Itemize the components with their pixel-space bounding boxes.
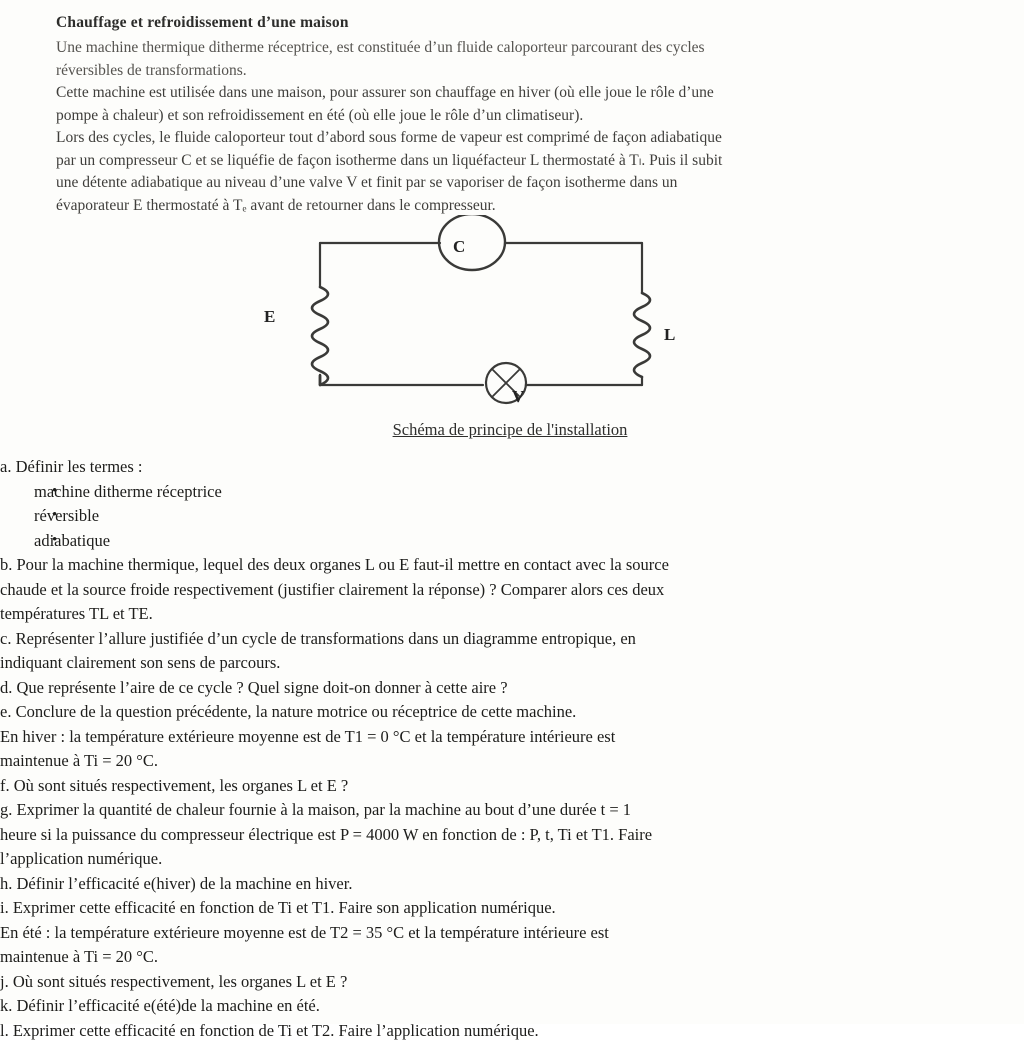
question-a: a. Définir les termes : — [0, 455, 1024, 480]
intro-line-4: pompe à chaleur) et son refroidissement en été (où elle joue le rôle d’un climatiseur). — [56, 105, 936, 127]
definition-item-1 — [0, 480, 1024, 505]
question-j: j. Où sont situés respectivement, les organes L et E ? — [0, 970, 1024, 995]
intro-block — [56, 14, 936, 217]
question-c-line-1: c. Représenter l’allure justifiée d’un cycle de transformations dans un diagramme entropique, en — [0, 627, 1024, 652]
question-c-line-2: indiquant clairement son sens de parcours. — [0, 651, 1024, 676]
question-b-line-2: chaude et la source froide respectivement (justifier clairement la réponse) ? Comparer alors ces deux — [0, 578, 1024, 603]
question-e: e. Conclure de la question précédente, la nature motrice ou réceptrice de cette machine. — [0, 700, 1024, 725]
definition-item-1-label: machine ditherme réceptrice — [0, 480, 222, 505]
intro-line-3: Cette machine est utilisée dans une maison, pour assurer son chauffage en hiver (où elle joue le rôle d’une — [56, 82, 936, 104]
question-g-line-2: heure si la puissance du compresseur électrique est P = 4000 W en fonction de : P, t, Ti et T1. Faire — [0, 823, 1024, 848]
evaporator-coil — [312, 287, 328, 385]
compressor-symbol — [439, 215, 505, 270]
schematic-svg — [250, 215, 770, 445]
intro-line-6: par un compresseur C et se liquéfie de façon isotherme dans un liquéfacteur L thermostaté à Tₗ. Puis il subit — [56, 150, 936, 172]
question-k: k. Définir l’efficacité e(été)de la machine en été. — [0, 994, 1024, 1019]
question-f: f. Où sont situés respectivement, les organes L et E ? — [0, 774, 1024, 799]
valve-label: V — [512, 387, 524, 407]
winter-conditions-line-2: maintenue à Ti = 20 °C. — [0, 749, 1024, 774]
question-g-line-3: l’application numérique. — [0, 847, 1024, 872]
compressor-label: C — [453, 237, 465, 257]
intro-line-1: Une machine thermique ditherme réceptrice, est constituée d’un fluide caloporteur parcourant des cycles — [56, 37, 936, 59]
question-g-line-1: g. Exprimer la quantité de chaleur fournie à la maison, par la machine au bout d’une durée t = 1 — [0, 798, 1024, 823]
document-title: Chauffage et refroidissement d’une maison — [56, 14, 936, 32]
definition-item-2-label: réversible — [0, 504, 99, 529]
definition-item-3-label: adiabatique — [0, 529, 110, 554]
question-b-line-3: températures TL et TE. — [0, 602, 1024, 627]
liquefier-coil — [634, 293, 650, 377]
definition-item-3 — [0, 529, 1024, 554]
question-l: l. Exprimer cette efficacité en fonction de Ti et T2. Faire l’application numérique. — [0, 1019, 1024, 1043]
summer-conditions-line-1: En été : la température extérieure moyenne est de T2 = 35 °C et la température intérieure est — [0, 921, 1024, 946]
winter-conditions-line-1: En hiver : la température extérieure moyenne est de T1 = 0 °C et la température intérieure est — [0, 725, 1024, 750]
installation-schematic — [250, 215, 770, 445]
questions-block — [0, 455, 1024, 1043]
definition-item-2 — [0, 504, 1024, 529]
liquefier-label: L — [664, 325, 675, 345]
intro-line-8: évaporateur E thermostaté à Tₑ avant de retourner dans le compresseur. — [56, 195, 936, 217]
intro-line-7: une détente adiabatique au niveau d’une valve V et finit par se vaporiser de façon isotherme dans un — [56, 172, 936, 194]
question-i: i. Exprimer cette efficacité en fonction de Ti et T1. Faire son application numérique. — [0, 896, 1024, 921]
intro-line-2: réversibles de transformations. — [56, 60, 936, 82]
question-d: d. Que représente l’aire de ce cycle ? Quel signe doit-on donner à cette aire ? — [0, 676, 1024, 701]
diagram-caption: Schéma de principe de l'installation — [330, 420, 690, 440]
question-b-line-1: b. Pour la machine thermique, lequel des deux organes L ou E faut-il mettre en contact avec la source — [0, 553, 1024, 578]
evaporator-label: E — [264, 307, 275, 327]
summer-conditions-line-2: maintenue à Ti = 20 °C. — [0, 945, 1024, 970]
intro-line-5: Lors des cycles, le fluide caloporteur tout d’abord sous forme de vapeur est comprimé de façon adiabatique — [56, 127, 936, 149]
question-h: h. Définir l’efficacité e(hiver) de la machine en hiver. — [0, 872, 1024, 897]
